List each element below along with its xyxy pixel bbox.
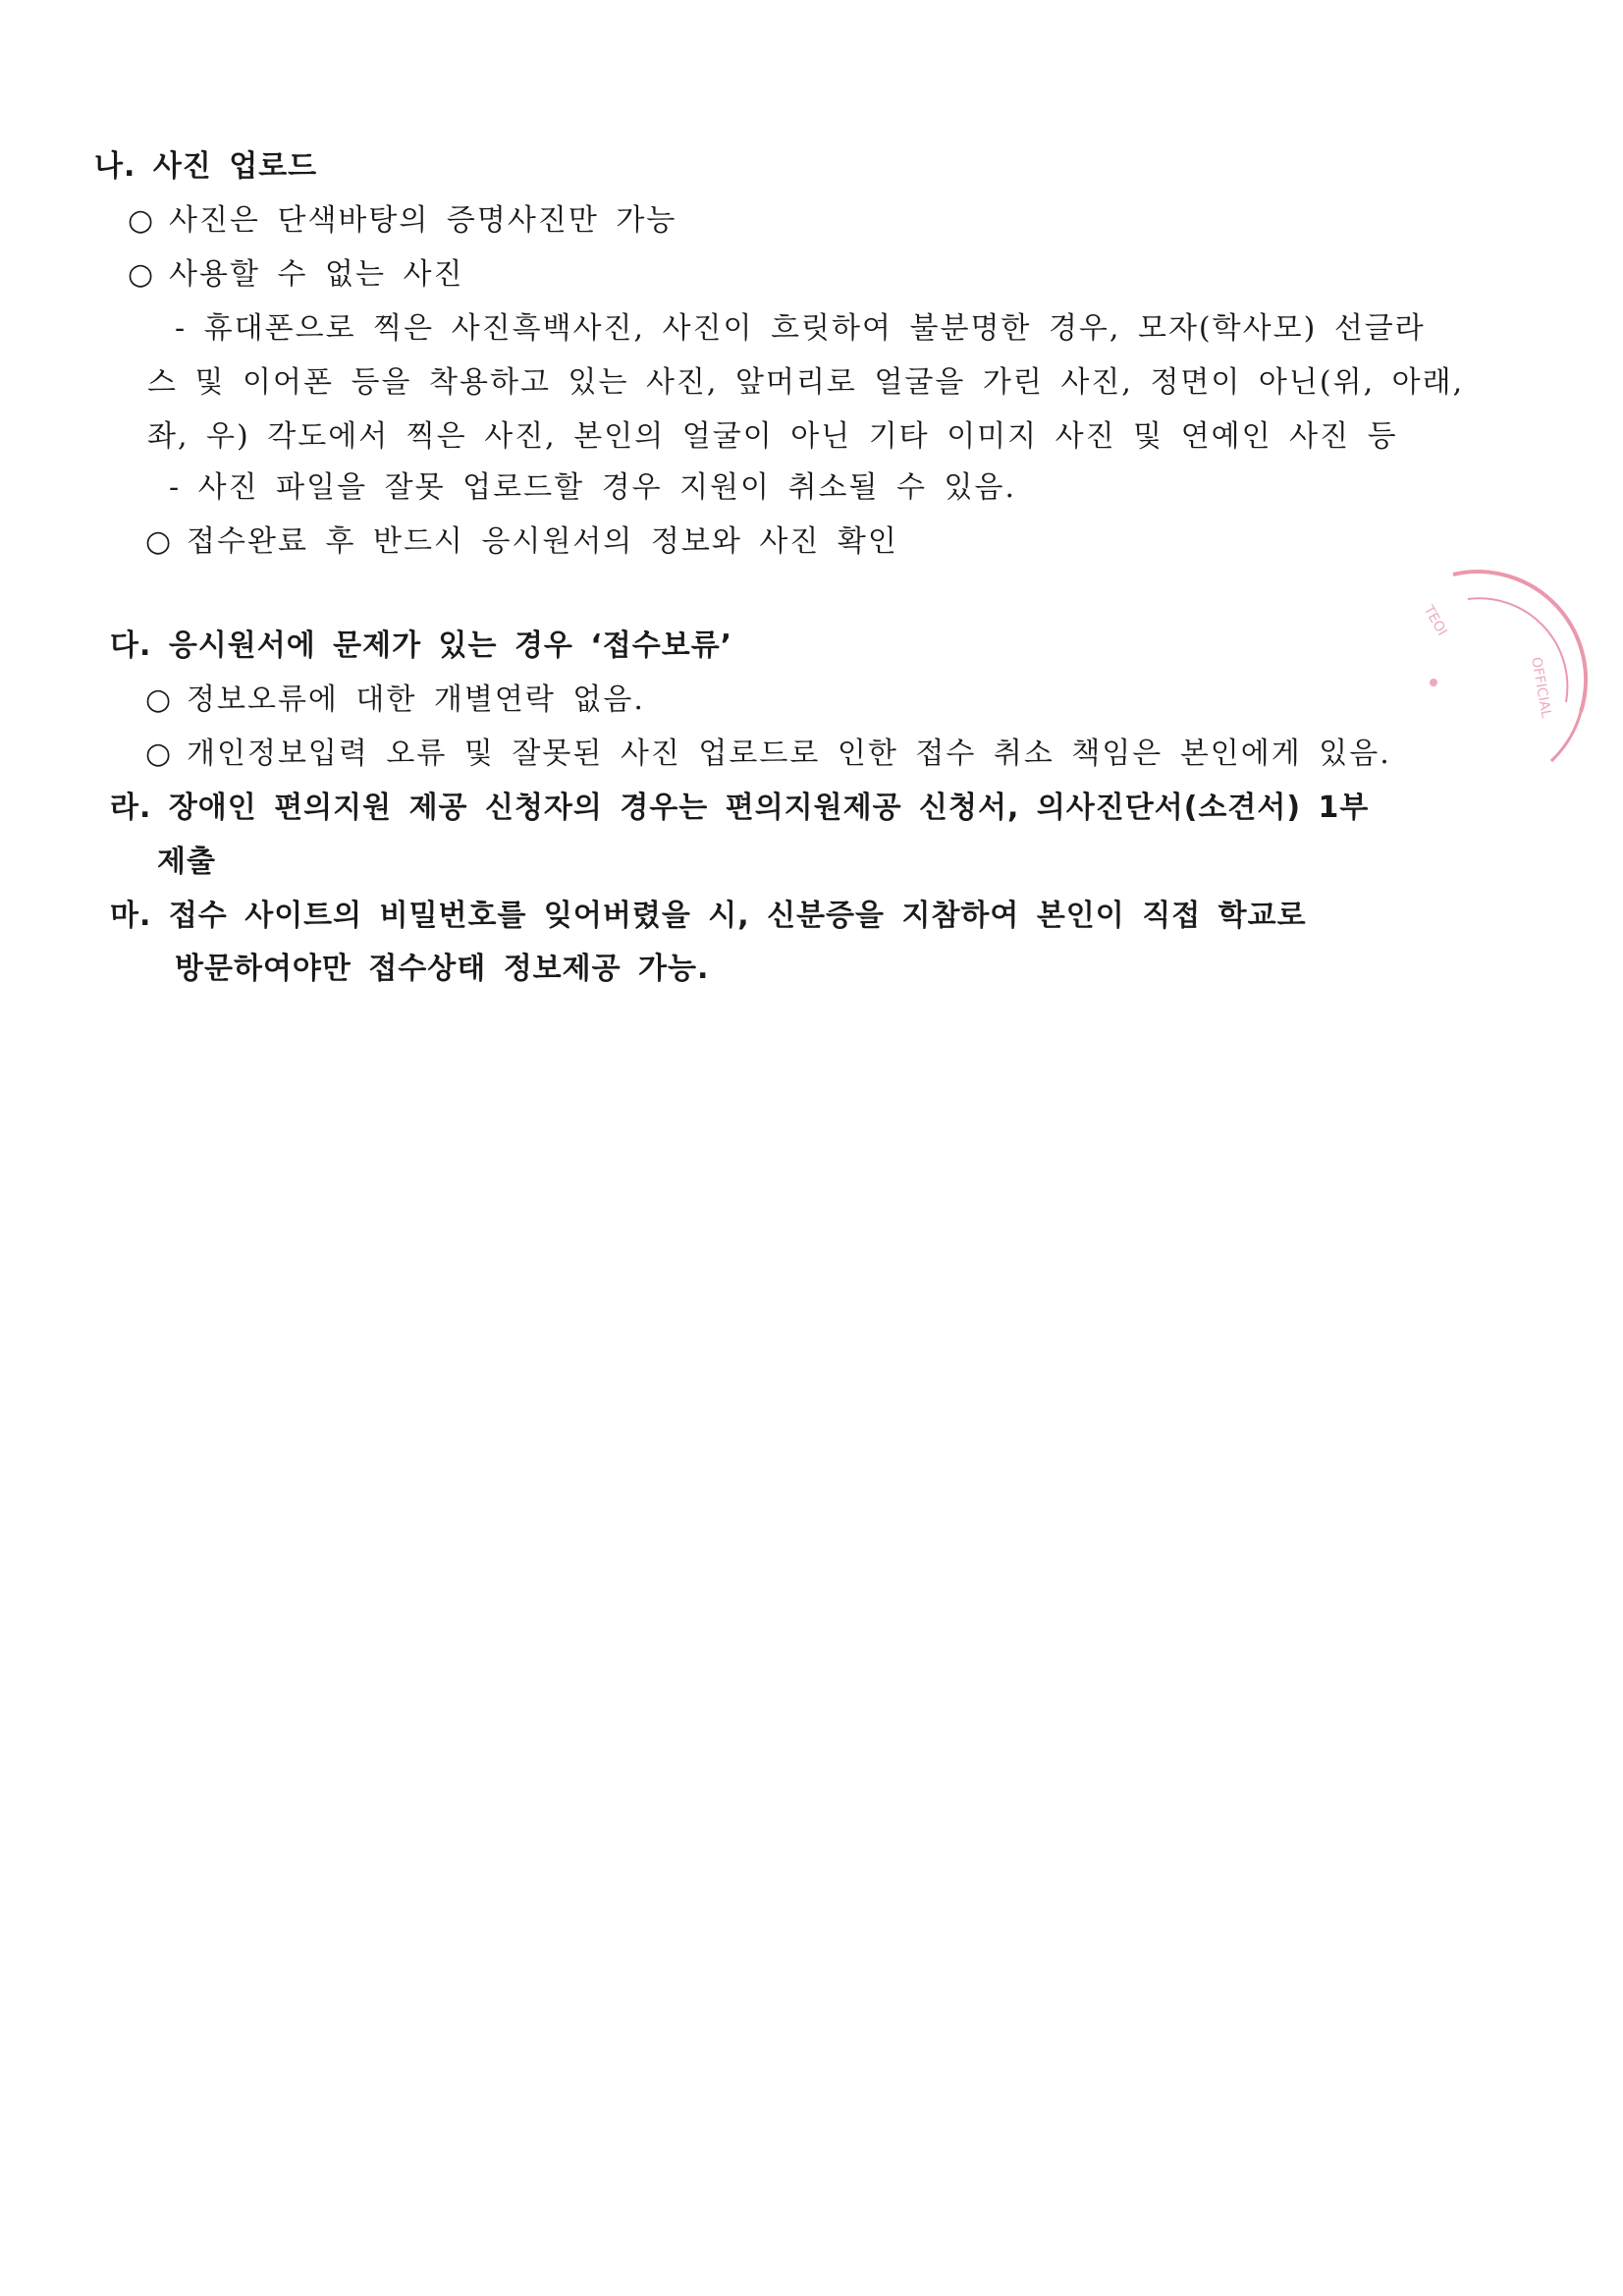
section-ra-line-1: 라. 장애인 편의지원 제공 신청자의 경우는 편의지원제공 신청서, 의사진단서(소견서) 1부 bbox=[110, 791, 1370, 825]
list-item-photo-allowed bbox=[128, 201, 676, 241]
bullet-icon: ○ bbox=[145, 524, 174, 559]
detail-line-4: - 사진 파일을 잘못 업로드할 경우 지원이 취소될 수 있음. bbox=[169, 470, 1017, 505]
section-na-heading: 나. 사진 업로드 bbox=[94, 149, 318, 184]
section-ma-line-1: 마. 접수 사이트의 비밀번호를 잊어버렸을 시, 신분증을 지참하여 본인이 직접 학교로 bbox=[110, 899, 1307, 933]
list-item-text: 사진은 단색바탕의 증명사진만 가능 bbox=[169, 203, 677, 238]
detail-line-1: - 휴대폰으로 찍은 사진흑백사진, 사진이 흐릿하여 불분명한 경우, 모자(학사모) 선글라 bbox=[175, 311, 1426, 346]
bullet-icon: ○ bbox=[128, 203, 156, 238]
list-item-confirm bbox=[145, 522, 898, 562]
detail-line-2: 스 및 이어폰 등을 착용하고 있는 사진, 앞머리로 얼굴을 가린 사진, 정면이 아닌(위, 아래, bbox=[147, 365, 1465, 400]
list-item-responsibility bbox=[145, 735, 1391, 774]
list-item-photo-not-allowed bbox=[128, 255, 463, 295]
list-item-text: 사용할 수 없는 사진 bbox=[169, 257, 464, 292]
list-item-no-contact bbox=[145, 681, 645, 720]
bullet-icon: ○ bbox=[145, 683, 174, 717]
official-seal-stamp-icon bbox=[1384, 565, 1610, 791]
list-item-text: 개인정보입력 오류 및 잘못된 사진 업로드로 인한 접수 취소 책임은 본인에게 있음. bbox=[187, 737, 1391, 771]
svg-text:OFFICIAL: OFFICIAL bbox=[1528, 655, 1554, 720]
section-ra-line-2: 제출 bbox=[157, 845, 216, 879]
svg-text:TEOI: TEOI bbox=[1420, 603, 1450, 639]
section-ma-line-2: 방문하여야만 접수상태 정보제공 가능. bbox=[175, 952, 710, 986]
bullet-icon: ○ bbox=[128, 257, 156, 292]
list-item-text: 접수완료 후 반드시 응시원서의 정보와 사진 확인 bbox=[187, 524, 898, 559]
bullet-icon: ○ bbox=[145, 737, 174, 771]
section-da-heading: 다. 응시원서에 문제가 있는 경우 ‘접수보류’ bbox=[110, 629, 733, 663]
detail-line-3: 좌, 우) 각도에서 찍은 사진, 본인의 얼굴이 아닌 기타 이미지 사진 및 연예인 사진 등 bbox=[147, 419, 1398, 454]
list-item-text: 정보오류에 대한 개별연락 없음. bbox=[187, 683, 645, 717]
